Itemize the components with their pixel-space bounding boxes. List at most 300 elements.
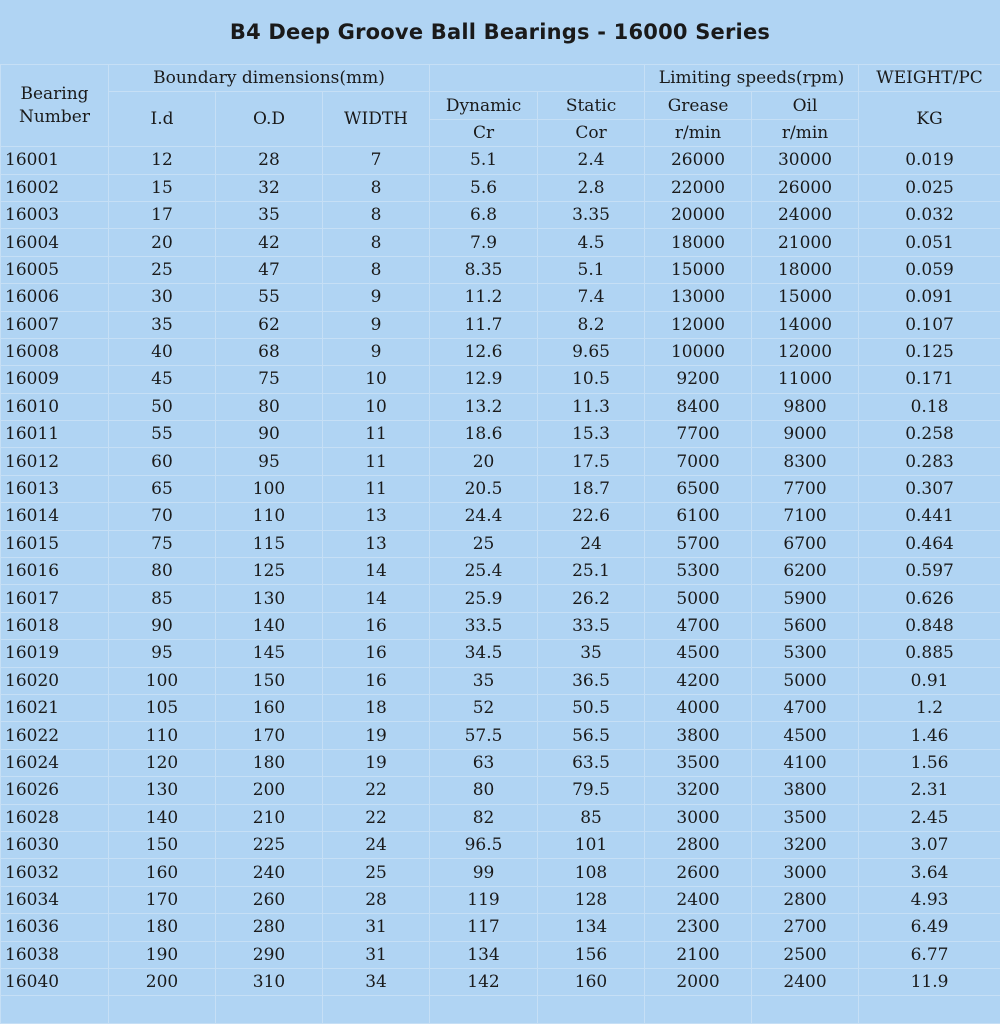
cell-dynamic-load: 13.2 <box>430 393 538 420</box>
header-weight: WEIGHT/PC <box>859 65 1000 92</box>
cell-static-load: 25.1 <box>538 558 645 585</box>
cell-dynamic-load: 11.2 <box>430 284 538 311</box>
cell-dynamic-load: 11.7 <box>430 311 538 338</box>
cell-static-load: 2.8 <box>538 174 645 201</box>
cell-weight <box>859 996 1000 1023</box>
cell-grease-speed: 15000 <box>645 256 752 283</box>
cell-outer-diameter: 68 <box>216 338 323 365</box>
cell-outer-diameter: 35 <box>216 201 323 228</box>
cell-oil-speed: 3500 <box>752 804 859 831</box>
cell-bearing-number: 16028 <box>1 804 109 831</box>
page-title: B4 Deep Groove Ball Bearings - 16000 Series <box>230 20 770 44</box>
cell-bearing-number: 16014 <box>1 503 109 530</box>
cell-grease-speed: 2400 <box>645 886 752 913</box>
cell-static-load: 5.1 <box>538 256 645 283</box>
table-row <box>1 831 1000 858</box>
table-row <box>1 311 1000 338</box>
cell-weight: 0.091 <box>859 284 1000 311</box>
cell-oil-speed: 8300 <box>752 448 859 475</box>
cell-bearing-number: 16013 <box>1 475 109 502</box>
cell-oil-speed: 7700 <box>752 475 859 502</box>
table-row <box>1 886 1000 913</box>
cell-dynamic-load: 57.5 <box>430 722 538 749</box>
cell-bearing-number: 16017 <box>1 585 109 612</box>
header-weight-unit: KG <box>859 92 1000 147</box>
cell-inner-diameter: 120 <box>109 749 216 776</box>
cell-weight: 0.125 <box>859 338 1000 365</box>
cell-grease-speed: 6500 <box>645 475 752 502</box>
cell-weight: 6.49 <box>859 914 1000 941</box>
cell-outer-diameter: 100 <box>216 475 323 502</box>
header-oil-unit: r/min <box>752 119 859 146</box>
cell-dynamic-load: 6.8 <box>430 201 538 228</box>
cell-weight: 0.848 <box>859 612 1000 639</box>
cell-oil-speed: 2500 <box>752 941 859 968</box>
cell-inner-diameter: 190 <box>109 941 216 968</box>
cell-oil-speed: 4500 <box>752 722 859 749</box>
cell-inner-diameter: 160 <box>109 859 216 886</box>
cell-inner-diameter: 40 <box>109 338 216 365</box>
table-row <box>1 530 1000 557</box>
cell-inner-diameter: 85 <box>109 585 216 612</box>
cell-outer-diameter: 55 <box>216 284 323 311</box>
cell-outer-diameter: 180 <box>216 749 323 776</box>
cell-dynamic-load: 142 <box>430 968 538 995</box>
cell-width: 14 <box>323 558 430 585</box>
header-dynamic: Dynamic <box>430 92 538 119</box>
cell-static-load: 56.5 <box>538 722 645 749</box>
cell-inner-diameter: 150 <box>109 831 216 858</box>
cell-inner-diameter: 15 <box>109 174 216 201</box>
cell-outer-diameter: 80 <box>216 393 323 420</box>
cell-static-load: 10.5 <box>538 366 645 393</box>
cell-grease-speed: 22000 <box>645 174 752 201</box>
table-row <box>1 914 1000 941</box>
header-limiting-speeds: Limiting speeds(rpm) <box>645 65 859 92</box>
cell-dynamic-load: 5.1 <box>430 147 538 174</box>
cell-outer-diameter: 42 <box>216 229 323 256</box>
cell-inner-diameter: 60 <box>109 448 216 475</box>
cell-bearing-number <box>1 996 109 1023</box>
cell-width: 31 <box>323 914 430 941</box>
cell-bearing-number: 16016 <box>1 558 109 585</box>
cell-bearing-number: 16040 <box>1 968 109 995</box>
cell-grease-speed: 7700 <box>645 421 752 448</box>
cell-grease-speed: 7000 <box>645 448 752 475</box>
cell-width: 9 <box>323 284 430 311</box>
cell-bearing-number: 16030 <box>1 831 109 858</box>
cell-oil-speed: 14000 <box>752 311 859 338</box>
cell-outer-diameter: 90 <box>216 421 323 448</box>
cell-inner-diameter: 140 <box>109 804 216 831</box>
cell-grease-speed: 20000 <box>645 201 752 228</box>
cell-grease-speed: 12000 <box>645 311 752 338</box>
header-od: O.D <box>216 92 323 147</box>
cell-weight: 0.464 <box>859 530 1000 557</box>
cell-width: 8 <box>323 174 430 201</box>
table-row <box>1 859 1000 886</box>
cell-weight: 0.059 <box>859 256 1000 283</box>
cell-grease-speed: 3500 <box>645 749 752 776</box>
cell-width: 11 <box>323 475 430 502</box>
cell-oil-speed <box>752 996 859 1023</box>
cell-oil-speed: 3000 <box>752 859 859 886</box>
cell-weight: 0.626 <box>859 585 1000 612</box>
cell-bearing-number: 16036 <box>1 914 109 941</box>
cell-inner-diameter: 17 <box>109 201 216 228</box>
cell-weight: 2.31 <box>859 777 1000 804</box>
cell-oil-speed: 5600 <box>752 612 859 639</box>
cell-weight: 3.64 <box>859 859 1000 886</box>
cell-weight: 0.019 <box>859 147 1000 174</box>
cell-bearing-number: 16024 <box>1 749 109 776</box>
cell-oil-speed: 26000 <box>752 174 859 201</box>
cell-static-load: 17.5 <box>538 448 645 475</box>
cell-dynamic-load: 52 <box>430 694 538 721</box>
cell-dynamic-load: 25.9 <box>430 585 538 612</box>
cell-width: 10 <box>323 366 430 393</box>
cell-inner-diameter <box>109 996 216 1023</box>
cell-inner-diameter: 25 <box>109 256 216 283</box>
cell-oil-speed: 2800 <box>752 886 859 913</box>
cell-bearing-number: 16020 <box>1 667 109 694</box>
table-row <box>1 585 1000 612</box>
cell-width: 11 <box>323 448 430 475</box>
cell-width: 18 <box>323 694 430 721</box>
cell-dynamic-load: 134 <box>430 941 538 968</box>
table-row <box>1 147 1000 174</box>
cell-bearing-number: 16010 <box>1 393 109 420</box>
cell-dynamic-load: 25 <box>430 530 538 557</box>
cell-grease-speed: 4700 <box>645 612 752 639</box>
cell-inner-diameter: 30 <box>109 284 216 311</box>
cell-oil-speed: 2400 <box>752 968 859 995</box>
cell-oil-speed: 9000 <box>752 421 859 448</box>
cell-oil-speed: 5300 <box>752 640 859 667</box>
cell-oil-speed: 7100 <box>752 503 859 530</box>
cell-dynamic-load: 20 <box>430 448 538 475</box>
header-width: WIDTH <box>323 92 430 147</box>
cell-static-load: 156 <box>538 941 645 968</box>
cell-grease-speed: 18000 <box>645 229 752 256</box>
cell-width: 34 <box>323 968 430 995</box>
cell-static-load: 63.5 <box>538 749 645 776</box>
cell-bearing-number: 16007 <box>1 311 109 338</box>
cell-dynamic-load: 34.5 <box>430 640 538 667</box>
cell-dynamic-load: 117 <box>430 914 538 941</box>
cell-weight: 0.032 <box>859 201 1000 228</box>
cell-outer-diameter <box>216 996 323 1023</box>
cell-width: 19 <box>323 722 430 749</box>
cell-width: 16 <box>323 640 430 667</box>
cell-weight: 3.07 <box>859 831 1000 858</box>
cell-outer-diameter: 115 <box>216 530 323 557</box>
table-row <box>1 804 1000 831</box>
cell-inner-diameter: 12 <box>109 147 216 174</box>
cell-width: 16 <box>323 667 430 694</box>
cell-weight: 0.885 <box>859 640 1000 667</box>
cell-oil-speed: 4100 <box>752 749 859 776</box>
cell-outer-diameter: 140 <box>216 612 323 639</box>
cell-static-load: 50.5 <box>538 694 645 721</box>
header-static: Static <box>538 92 645 119</box>
cell-static-load: 3.35 <box>538 201 645 228</box>
cell-bearing-number: 16034 <box>1 886 109 913</box>
cell-outer-diameter: 150 <box>216 667 323 694</box>
cell-grease-speed: 3000 <box>645 804 752 831</box>
cell-bearing-number: 16015 <box>1 530 109 557</box>
cell-width: 8 <box>323 256 430 283</box>
cell-outer-diameter: 62 <box>216 311 323 338</box>
cell-static-load: 33.5 <box>538 612 645 639</box>
cell-static-load: 7.4 <box>538 284 645 311</box>
cell-outer-diameter: 32 <box>216 174 323 201</box>
cell-dynamic-load: 25.4 <box>430 558 538 585</box>
cell-width: 24 <box>323 831 430 858</box>
table-row <box>1 777 1000 804</box>
cell-static-load: 11.3 <box>538 393 645 420</box>
cell-outer-diameter: 210 <box>216 804 323 831</box>
cell-width: 9 <box>323 338 430 365</box>
cell-dynamic-load: 20.5 <box>430 475 538 502</box>
cell-dynamic-load: 12.9 <box>430 366 538 393</box>
cell-outer-diameter: 290 <box>216 941 323 968</box>
cell-oil-speed: 4700 <box>752 694 859 721</box>
cell-weight: 4.93 <box>859 886 1000 913</box>
cell-oil-speed: 5900 <box>752 585 859 612</box>
cell-oil-speed: 12000 <box>752 338 859 365</box>
cell-bearing-number: 16002 <box>1 174 109 201</box>
table-row <box>1 174 1000 201</box>
table-row <box>1 393 1000 420</box>
cell-outer-diameter: 28 <box>216 147 323 174</box>
cell-weight: 0.258 <box>859 421 1000 448</box>
cell-static-load: 15.3 <box>538 421 645 448</box>
cell-bearing-number: 16008 <box>1 338 109 365</box>
cell-bearing-number: 16021 <box>1 694 109 721</box>
cell-static-load: 160 <box>538 968 645 995</box>
cell-dynamic-load: 5.6 <box>430 174 538 201</box>
cell-grease-speed: 5000 <box>645 585 752 612</box>
cell-outer-diameter: 160 <box>216 694 323 721</box>
cell-inner-diameter: 110 <box>109 722 216 749</box>
cell-static-load: 9.65 <box>538 338 645 365</box>
cell-dynamic-load: 18.6 <box>430 421 538 448</box>
cell-weight: 0.441 <box>859 503 1000 530</box>
cell-grease-speed <box>645 996 752 1023</box>
cell-static-load: 36.5 <box>538 667 645 694</box>
cell-grease-speed: 2300 <box>645 914 752 941</box>
cell-oil-speed: 21000 <box>752 229 859 256</box>
cell-inner-diameter: 35 <box>109 311 216 338</box>
table-row <box>1 558 1000 585</box>
cell-outer-diameter: 95 <box>216 448 323 475</box>
cell-outer-diameter: 310 <box>216 968 323 995</box>
cell-inner-diameter: 75 <box>109 530 216 557</box>
cell-width: 25 <box>323 859 430 886</box>
table-row <box>1 694 1000 721</box>
cell-outer-diameter: 47 <box>216 256 323 283</box>
table-row <box>1 749 1000 776</box>
cell-oil-speed: 6200 <box>752 558 859 585</box>
cell-bearing-number: 16011 <box>1 421 109 448</box>
cell-static-load: 101 <box>538 831 645 858</box>
cell-outer-diameter: 145 <box>216 640 323 667</box>
cell-inner-diameter: 180 <box>109 914 216 941</box>
cell-static-load: 22.6 <box>538 503 645 530</box>
cell-width: 7 <box>323 147 430 174</box>
cell-inner-diameter: 50 <box>109 393 216 420</box>
cell-dynamic-load: 82 <box>430 804 538 831</box>
cell-oil-speed: 24000 <box>752 201 859 228</box>
cell-width <box>323 996 430 1023</box>
cell-inner-diameter: 20 <box>109 229 216 256</box>
cell-dynamic-load <box>430 996 538 1023</box>
cell-oil-speed: 30000 <box>752 147 859 174</box>
cell-bearing-number: 16001 <box>1 147 109 174</box>
cell-outer-diameter: 260 <box>216 886 323 913</box>
cell-width: 19 <box>323 749 430 776</box>
cell-static-load: 18.7 <box>538 475 645 502</box>
cell-width: 31 <box>323 941 430 968</box>
cell-outer-diameter: 200 <box>216 777 323 804</box>
cell-outer-diameter: 130 <box>216 585 323 612</box>
cell-static-load: 85 <box>538 804 645 831</box>
table-row <box>1 722 1000 749</box>
cell-bearing-number: 16005 <box>1 256 109 283</box>
cell-grease-speed: 6100 <box>645 503 752 530</box>
cell-inner-diameter: 105 <box>109 694 216 721</box>
cell-grease-speed: 9200 <box>645 366 752 393</box>
cell-oil-speed: 18000 <box>752 256 859 283</box>
table-row <box>1 941 1000 968</box>
cell-outer-diameter: 240 <box>216 859 323 886</box>
cell-bearing-number: 16038 <box>1 941 109 968</box>
bearing-table <box>0 64 1000 1024</box>
cell-oil-speed: 11000 <box>752 366 859 393</box>
cell-width: 10 <box>323 393 430 420</box>
cell-weight: 6.77 <box>859 941 1000 968</box>
cell-bearing-number: 16012 <box>1 448 109 475</box>
cell-oil-speed: 6700 <box>752 530 859 557</box>
cell-outer-diameter: 280 <box>216 914 323 941</box>
cell-dynamic-load: 12.6 <box>430 338 538 365</box>
cell-inner-diameter: 170 <box>109 886 216 913</box>
cell-weight: 0.18 <box>859 393 1000 420</box>
cell-static-load: 79.5 <box>538 777 645 804</box>
cell-dynamic-load: 63 <box>430 749 538 776</box>
header-dynamic-symbol: Cr <box>430 119 538 146</box>
header-grease-unit: r/min <box>645 119 752 146</box>
cell-weight: 2.45 <box>859 804 1000 831</box>
cell-bearing-number: 16009 <box>1 366 109 393</box>
cell-width: 16 <box>323 612 430 639</box>
cell-grease-speed: 3200 <box>645 777 752 804</box>
cell-static-load <box>538 996 645 1023</box>
table-row <box>1 256 1000 283</box>
table-row <box>1 503 1000 530</box>
cell-inner-diameter: 200 <box>109 968 216 995</box>
cell-width: 14 <box>323 585 430 612</box>
cell-weight: 1.46 <box>859 722 1000 749</box>
table-row <box>1 968 1000 995</box>
cell-inner-diameter: 45 <box>109 366 216 393</box>
table-row <box>1 338 1000 365</box>
table-body <box>1 147 1000 1024</box>
cell-width: 8 <box>323 229 430 256</box>
header-bearing-number: Bearing Number <box>1 65 109 147</box>
header-boundary-dimensions: Boundary dimensions(mm) <box>109 65 430 92</box>
cell-width: 28 <box>323 886 430 913</box>
cell-weight: 0.307 <box>859 475 1000 502</box>
cell-outer-diameter: 125 <box>216 558 323 585</box>
cell-weight: 11.9 <box>859 968 1000 995</box>
cell-static-load: 24 <box>538 530 645 557</box>
cell-width: 13 <box>323 530 430 557</box>
cell-inner-diameter: 100 <box>109 667 216 694</box>
cell-weight: 0.171 <box>859 366 1000 393</box>
cell-oil-speed: 15000 <box>752 284 859 311</box>
cell-weight: 1.56 <box>859 749 1000 776</box>
cell-width: 8 <box>323 201 430 228</box>
header-id: I.d <box>109 92 216 147</box>
cell-dynamic-load: 8.35 <box>430 256 538 283</box>
cell-width: 13 <box>323 503 430 530</box>
cell-weight: 0.051 <box>859 229 1000 256</box>
header-load-ratings-blank <box>430 65 645 92</box>
cell-bearing-number: 16019 <box>1 640 109 667</box>
header-grease: Grease <box>645 92 752 119</box>
cell-dynamic-load: 7.9 <box>430 229 538 256</box>
cell-dynamic-load: 96.5 <box>430 831 538 858</box>
cell-dynamic-load: 80 <box>430 777 538 804</box>
cell-width: 9 <box>323 311 430 338</box>
cell-grease-speed: 2800 <box>645 831 752 858</box>
header-static-symbol: Cor <box>538 119 645 146</box>
cell-width: 22 <box>323 804 430 831</box>
cell-weight: 0.283 <box>859 448 1000 475</box>
cell-grease-speed: 5700 <box>645 530 752 557</box>
cell-inner-diameter: 55 <box>109 421 216 448</box>
cell-static-load: 134 <box>538 914 645 941</box>
cell-grease-speed: 2000 <box>645 968 752 995</box>
table-row <box>1 640 1000 667</box>
table-row <box>1 667 1000 694</box>
cell-outer-diameter: 110 <box>216 503 323 530</box>
cell-grease-speed: 8400 <box>645 393 752 420</box>
cell-inner-diameter: 70 <box>109 503 216 530</box>
cell-oil-speed: 3200 <box>752 831 859 858</box>
cell-bearing-number: 16018 <box>1 612 109 639</box>
cell-weight: 0.597 <box>859 558 1000 585</box>
table-row <box>1 229 1000 256</box>
cell-grease-speed: 2100 <box>645 941 752 968</box>
cell-static-load: 2.4 <box>538 147 645 174</box>
cell-dynamic-load: 119 <box>430 886 538 913</box>
table-row <box>1 201 1000 228</box>
cell-dynamic-load: 99 <box>430 859 538 886</box>
cell-bearing-number: 16022 <box>1 722 109 749</box>
cell-grease-speed: 13000 <box>645 284 752 311</box>
cell-static-load: 108 <box>538 859 645 886</box>
table-row <box>1 448 1000 475</box>
cell-static-load: 35 <box>538 640 645 667</box>
cell-dynamic-load: 24.4 <box>430 503 538 530</box>
cell-grease-speed: 10000 <box>645 338 752 365</box>
cell-width: 11 <box>323 421 430 448</box>
cell-outer-diameter: 170 <box>216 722 323 749</box>
cell-grease-speed: 3800 <box>645 722 752 749</box>
